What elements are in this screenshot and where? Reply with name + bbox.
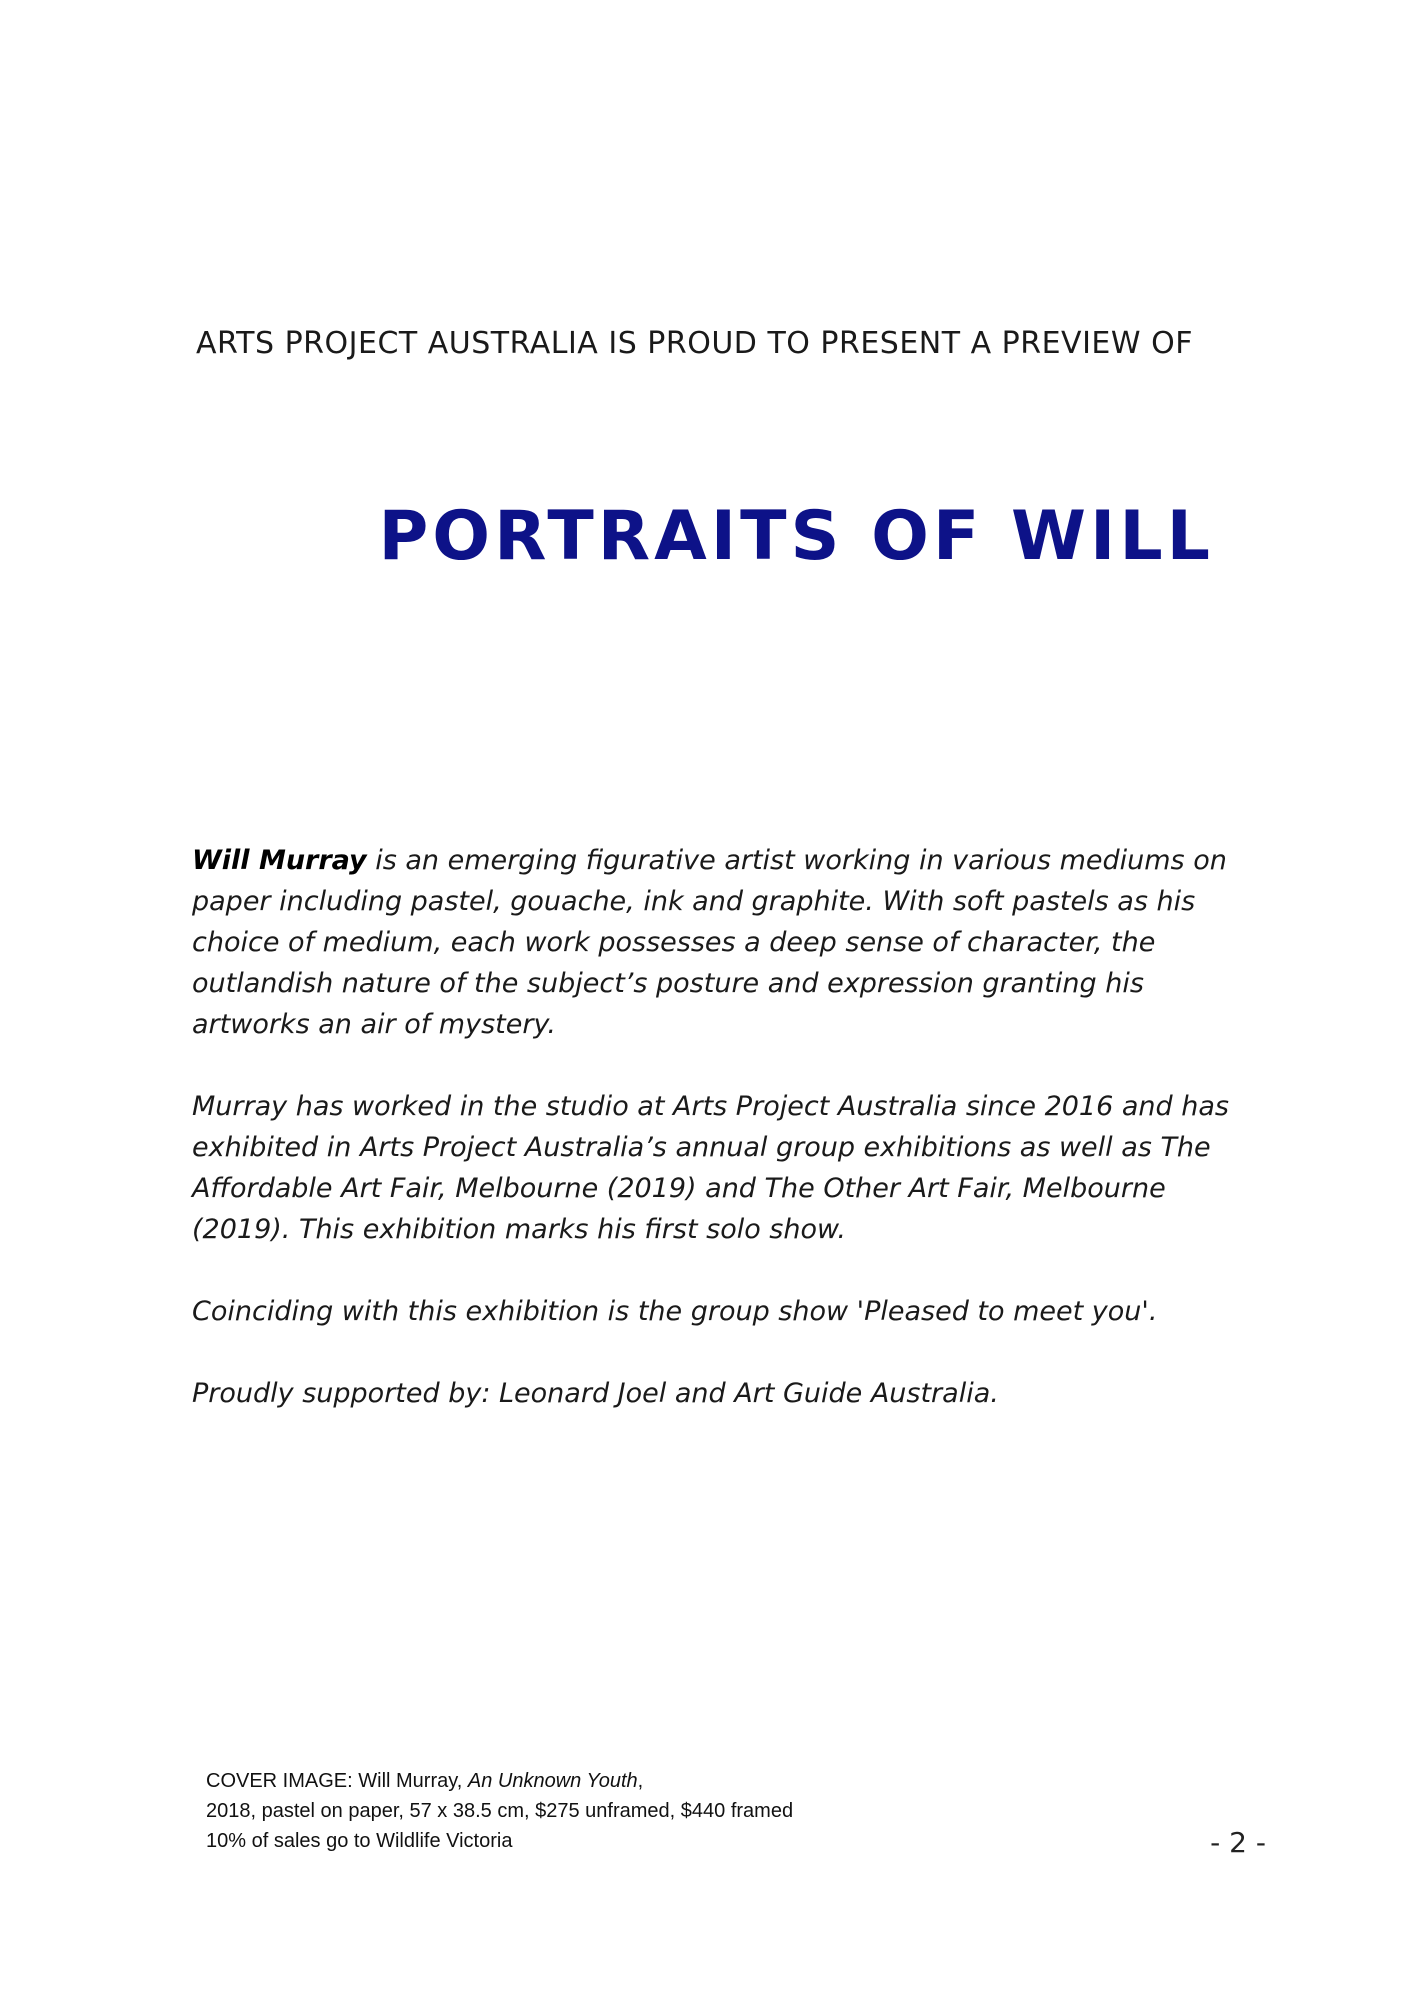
- cover-image-caption: [206, 1766, 1106, 1856]
- artist-name: Will Murray: [192, 845, 367, 876]
- caption-line-1: [206, 1766, 1106, 1796]
- caption-suffix: ,: [637, 1770, 644, 1792]
- intro-paragraph-text: is an emerging figurative artist working in various mediums on paper including pastel, gouache, ink and graphite. With soft pastels as his choice of medium, each work possesses a deep sense of character, the outlandish nature of the subject’s posture and expression granting his artworks an air of mystery.: [192, 845, 1227, 1040]
- supporters-paragraph: Proudly supported by: Leonard Joel and Art Guide Australia.: [192, 1378, 999, 1409]
- exhibition-history-paragraph: Murray has worked in the studio at Arts Project Australia since 2016 and has exhibited in Arts Project Australia’s annual group exhibitions as well as The Affordable Art Fair, Melbourne (2019) and The Other Art Fair, Melbourne (2019). This exhibition marks his first solo show.: [192, 1091, 1229, 1245]
- caption-line-2: 2018, pastel on paper, 57 x 38.5 cm, $275 unframed, $440 framed: [206, 1800, 794, 1822]
- exhibition-title: PORTRAITS OF WILL: [378, 497, 1214, 576]
- caption-line-3: 10% of sales go to Wildlife Victoria: [206, 1830, 513, 1852]
- caption-work-title: An Unknown Youth: [467, 1770, 638, 1792]
- page-number: - 2 -: [1210, 1826, 1266, 1859]
- artist-statement: [192, 840, 1232, 1455]
- intro-paragraph: [192, 840, 1232, 1045]
- group-show-paragraph: Coinciding with this exhibition is the group show 'Pleased to meet you'.: [192, 1296, 1158, 1327]
- caption-prefix: COVER IMAGE: Will Murray,: [206, 1770, 468, 1792]
- exhibition-preheading: ARTS PROJECT AUSTRALIA IS PROUD TO PRESENT A PREVIEW OF: [196, 326, 1193, 361]
